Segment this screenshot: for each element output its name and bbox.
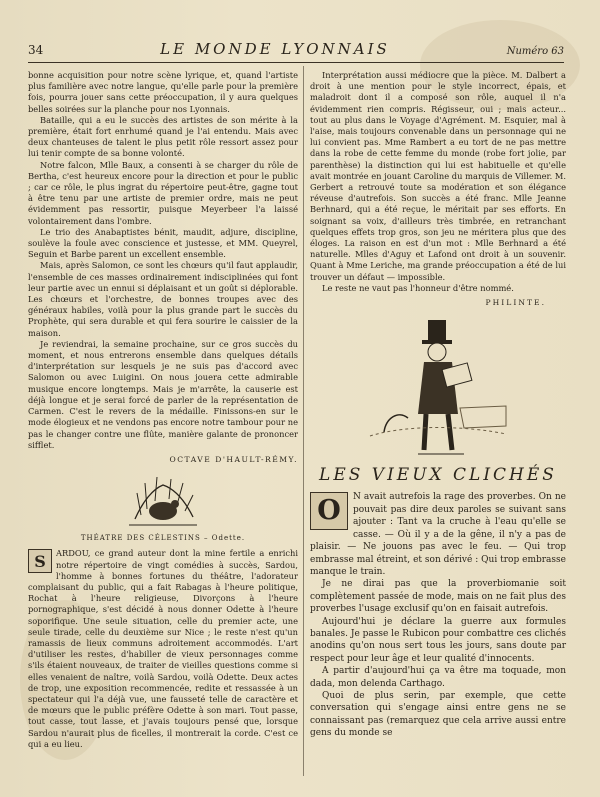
paragraph: Je reviendrai, la semaine prochaine, sur ce gros succès du moment, et nous entrerons ensemble dans quelques détails d'interprétation sur lesquels je ne suis pas d'accord avec Salomon ou avec Luigini. On nous jouera cette admirable musique encore longtemps. Mais je m'arrête, la causerie est déjà longue et je serai forcé de parler de la représentation de Carmen. C'est le revers de la médaille. Finissons-en sur le mode élogieux et ne vendons pas encore notre tambour pour ne pas le changer contre une flûte, manière galante de prononcer sifflet. xyxy=(28,338,298,450)
paragraph: Je ne dirai pas que la proverbiomanie soit complètement passée de mode, mais on ne fait plus des proverbes l'usage exclusif qu'on en faisait autrefois. xyxy=(310,579,566,615)
bird-illustration xyxy=(123,471,203,531)
paragraph: Bataille, qui a eu le succès des artistes de son mérite à la première, était fort enrhumé quand je l'ai entendu. Mais avec deux chanteuses de talent le plus petit rôle ressort assez pour lui tenir compte de sa bonne volonté. xyxy=(28,114,298,159)
drop-cap: S xyxy=(28,549,52,573)
paragraph-text: ARDOU, ce grand auteur dont la mine fertile a enrichi notre répertoire de vingt comédies à succès, Sardou, l'homme à bonnes fortunes du théâtre, l'adorateur complaisant du public, qui a fait Rabagas à l'heure politique, Rochat à l'heure religieuse, Divorçons à l'heure pornographique, s'est décidé à nous donner Odette à l'heure soporifique. Une seule situation, celle du premier acte, une seule tirade, celle du deuxième sur Nice ; le reste n'est qu'un ramassis de lieux communs adroitement accommodés. L'art d'utiliser les restes, d'habiller de vieux personnages comme s'ils étaient nouveaux, de traiter de vieilles questions comme si elles venaient de naître, voilà Sardou, voilà Odette. Deux actes de trop, une exposition recommencée, redite et ressassée à un spectateur qui l'a déjà vue, une fausseté telle de caractère et de mœurs que le public préfère Odette à son mari. Tout passe, tout casse, tout lasse, et j'avais toujours pensé que, lorsque Sardou n'aurait plus de ficelles, il montrerait la corde. C'est ce qui a eu lieu. xyxy=(28,548,298,749)
right-column xyxy=(310,70,566,740)
author-signature: PHILINTE. xyxy=(485,298,546,308)
cliches-article xyxy=(310,491,566,739)
paragraph: bonne acquisition pour notre scène lyrique, et, quand l'artiste plus familière avec notre langue, qu'elle parle pour la première fois, pourra jouer sans cette préoccupation, il y aura quelques belles soirées sur la planche pour nos Lyonnais. xyxy=(28,70,298,114)
paragraph: Le trio des Anabaptistes bénit, maudit, adjure, discipline, soulève la foule avec conscience et justesse, et MM. Queyrel, Seguin et Barbe parent un excellent ensemble. xyxy=(28,226,298,260)
man-with-book-illustration xyxy=(368,314,508,464)
column-divider xyxy=(303,66,304,776)
paragraph: Mais, après Salomon, ce sont les chœurs qu'il faut applaudir, l'ensemble de ces masses ordinairement indisciplinées qui font leur partie avec un ennui si déplaisant et un goût si déplorable. Les chœurs et l'orchestre, de bonnes troupes avec des généraux habiles, voilà pour la plus grande part le succès du Prophète, qui sera durable et qui fera sourire le caissier de la maison. xyxy=(28,260,298,338)
paragraph: Interprétation aussi médiocre que la pièce. M. Dalbert a droit à une mention pour le style incorrect, épais, et maladroit dont il a composé son rôle, auquel il n'a évidemment rien compris. Régisseur, oui ; mais acteur... tout au plus dans le Voyage d'Agrément. M. Esquier, mal à l'aise, mais toujours convenable dans un personnage qui ne lui convient pas. Mme Rambert a eu tort de ne pas mettre dans la robe de cette femme du monde (robe fort jolie, par parenthèse) la distinction qui lui est habituelle et qu'elle avait montrée en jouant Caroline du marquis de Villemer. M. Gerbert a retrouvé toute sa modération et son élégance réveuse d'autrefois. Son succès a été franc. Mlle Jeanne Berhnard, qui a été reçue, le méritait par ses efforts. En soignant sa voix, d'ailleurs très timbrée, en retranchant quelques effets trop gros, son jeu ne méritera plus que des éloges. La raison en est d'un mot : Mlle Berhnard a été naturelle. Mlles d'Aguy et Lafond ont droit à un souvenir. Quant à Mme Leriche, ma grande préoccupation a été de lui trouver un défaut — impossible. xyxy=(310,70,566,282)
issue-number: Numéro 63 xyxy=(506,46,564,57)
sardou-paragraph xyxy=(28,548,298,750)
drop-cap: O xyxy=(310,492,348,530)
paragraph: Aujourd'hui je déclare la guerre aux formules banales. Je passe le Rubicon pour combattre ces clichés anodins qu'on nous sert tous les jours, sans doute par respect pour leur âge et leur qualité d'innocents. xyxy=(310,616,566,664)
page-header xyxy=(28,40,564,62)
paragraph: Le reste ne vaut pas l'honneur d'être nommé. xyxy=(322,282,514,293)
illustration-caption: THÉATRE DES CÉLESTINS – Odette. xyxy=(80,534,246,543)
journal-title: LE MONDE LYONNAIS xyxy=(160,40,390,58)
author-signature: OCTAVE D'HAULT-RÉMY. xyxy=(169,454,298,464)
section-title: LES VIEUX CLICHÉS xyxy=(319,465,557,486)
header-rule xyxy=(28,62,564,63)
paragraph: A partir d'aujourd'hui ça va être ma toquade, mon dada, mon delenda Carthago. xyxy=(310,666,566,689)
left-column xyxy=(28,70,298,750)
paragraph: Quoi de plus serin, par exemple, que cette conversation qui s'engage ainsi entre gens ne se connaissant pas (remarquez que cela arrive aussi entre gens du monde se xyxy=(310,690,566,739)
paragraph: Notre falcon, Mlle Baux, a consenti à se charger du rôle de Bertha, c'est heureux encore pour la direction et pour le public ; car ce rôle, le plus ingrat du répertoire peut-être, gagne tout à être tenu par une artiste de premier ordre, mais ne peut évidemment pas ressortir, puisque Meyerbeer l'a laissé volontairement dans l'ombre. xyxy=(28,159,298,226)
page-number: 34 xyxy=(28,43,44,57)
article-paragraph xyxy=(310,491,566,578)
paragraph-text: N avait autrefois la rage des proverbes. On ne pouvait pas dire deux paroles se suivant sans ajouter : Tant va la cruche à l'eau qu'elle se casse. — Où il y a de la gêne, il n'y a pas de plaisir. — Ne jouons pas avec le feu. — Qui trop embrasse mal étreint, et son dérivé : Qui trop embrasse manque le train. xyxy=(310,492,566,577)
